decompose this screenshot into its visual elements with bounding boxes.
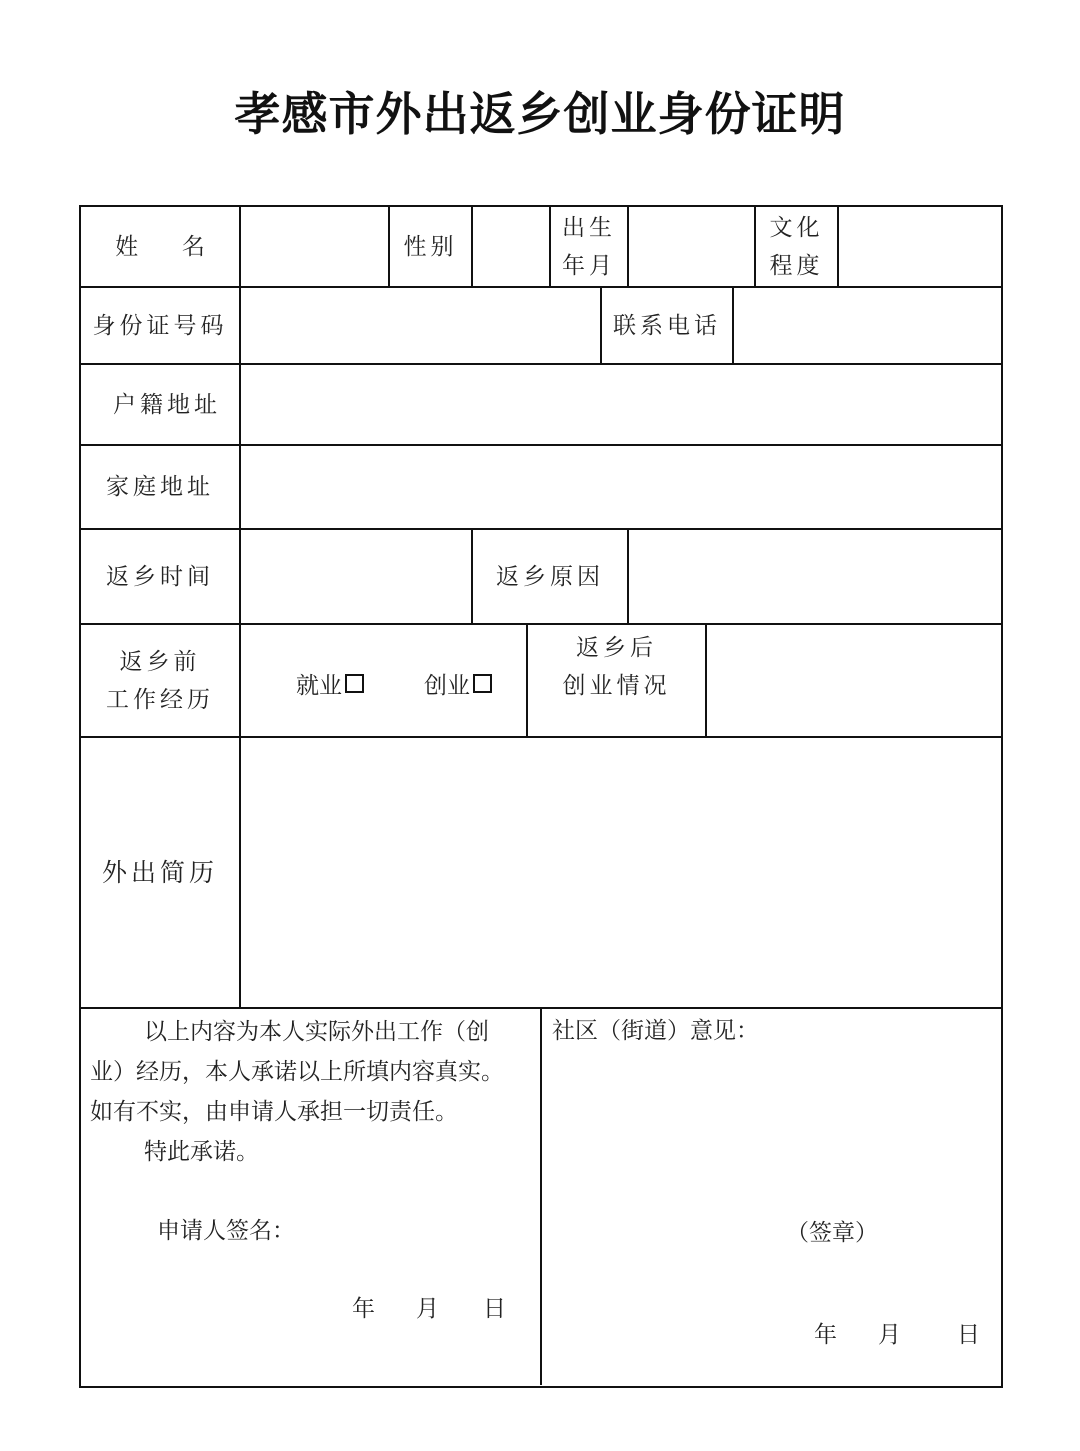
employment-checkbox[interactable] <box>345 674 364 693</box>
entrepreneurship-option[interactable] <box>424 664 492 702</box>
applicant-signature-field[interactable] <box>300 1205 530 1245</box>
column-divider <box>540 1007 542 1385</box>
id-number-label: 身份证号码 <box>92 312 228 339</box>
return-time-field[interactable] <box>241 530 471 623</box>
entrepreneurship-option-label: 创业 <box>424 672 470 699</box>
pledge-line: 业）经历，本人承诺以上所填内容真实。 <box>90 1059 504 1085</box>
phone-label: 联系电话 <box>613 312 721 339</box>
prior-work-label: 返乡前 工作经历 <box>106 648 214 713</box>
community-date-year: 年 <box>814 1322 837 1348</box>
hukou-address-field[interactable] <box>241 365 999 444</box>
return-time-label: 返乡时间 <box>106 563 214 590</box>
birth-date-label: 出生 年月 <box>562 214 616 279</box>
pledge-date-month: 月 <box>416 1296 439 1322</box>
community-opinion-label: 社区（街道）意见： <box>552 1018 759 1044</box>
phone-field[interactable] <box>734 288 999 363</box>
pledge-line: 特此承诺。 <box>144 1139 259 1165</box>
id-number-field[interactable] <box>241 288 600 363</box>
community-opinion-field[interactable] <box>552 1050 992 1200</box>
education-label: 文化 程度 <box>769 214 824 279</box>
hukou-address-label: 户籍地址 <box>113 391 221 418</box>
document-title: 孝感市外出返乡创业身份证明 <box>234 87 846 141</box>
pledge-text <box>90 1012 535 1172</box>
employment-option-label: 就业 <box>296 672 342 699</box>
pledge-date-year: 年 <box>352 1296 375 1322</box>
education-field[interactable] <box>839 207 999 286</box>
community-date-month: 月 <box>878 1322 901 1348</box>
post-return-field[interactable] <box>707 625 999 736</box>
post-return-label: 返乡后 创业情况 <box>562 635 671 699</box>
home-address-label: 家庭地址 <box>106 474 214 500</box>
pledge-date-day: 日 <box>483 1296 506 1322</box>
pledge-line: 以上内容为本人实际外出工作（创 <box>144 1019 489 1045</box>
gender-field[interactable] <box>473 207 549 286</box>
return-reason-field[interactable] <box>629 530 999 623</box>
home-address-field[interactable] <box>241 446 999 528</box>
community-date-day: 日 <box>957 1322 980 1348</box>
community-seal-label: （签章） <box>786 1220 878 1246</box>
name-label: 姓 名 <box>115 233 205 260</box>
applicant-signature-label: 申请人签名： <box>157 1218 295 1244</box>
gender-label: 性别 <box>403 233 458 260</box>
employment-option[interactable] <box>296 664 364 702</box>
return-reason-label: 返乡原因 <box>496 563 604 590</box>
resume-label: 外出简历 <box>101 857 218 887</box>
birth-date-field[interactable] <box>629 207 754 286</box>
name-field[interactable] <box>241 207 388 286</box>
resume-field[interactable] <box>241 738 999 1007</box>
pledge-line: 如有不实，由申请人承担一切责任。 <box>90 1099 458 1125</box>
entrepreneurship-checkbox[interactable] <box>473 674 492 693</box>
